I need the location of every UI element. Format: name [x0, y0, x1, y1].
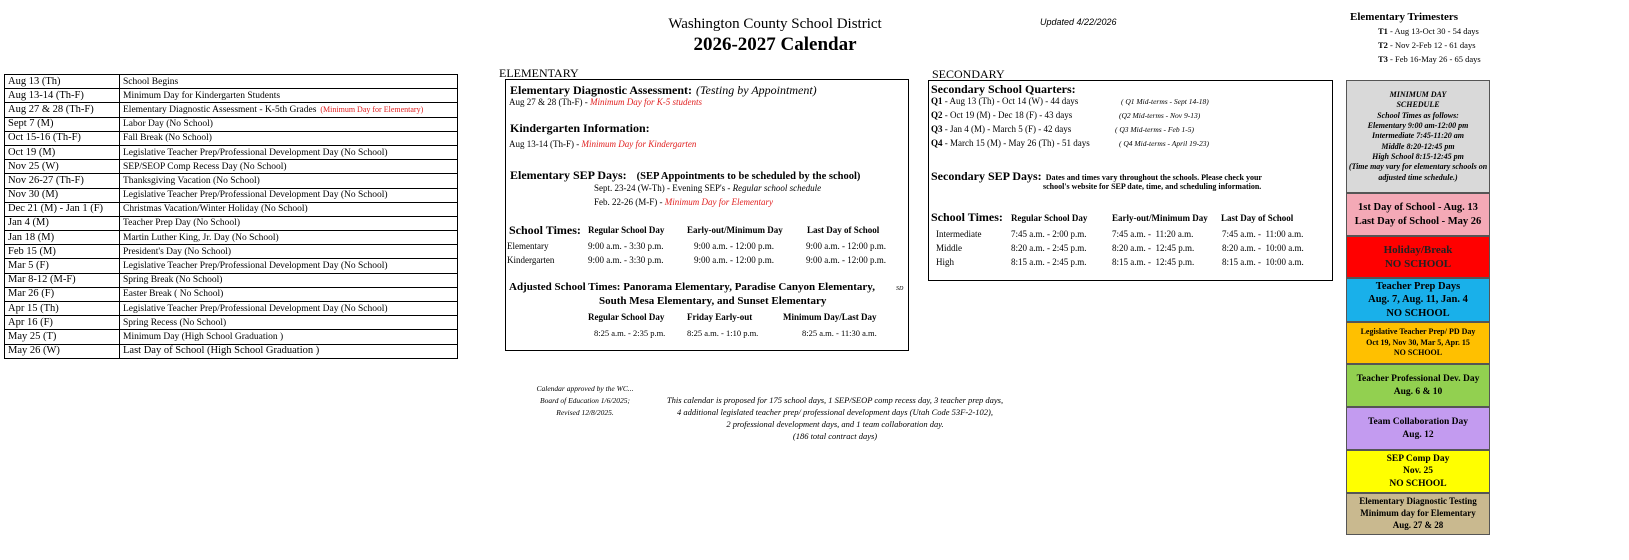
event-date: Jan 18 (M) — [5, 231, 120, 245]
text-line: 1st Day of School - Aug. 13 — [1358, 201, 1478, 213]
quarter-midterms: ( Q3 Mid-terms - Feb 1-5) — [1115, 125, 1194, 134]
sec-col-regular: Regular School Day — [1011, 213, 1088, 223]
trimester-item: T1 - Aug 13-Oct 30 - 54 days — [1378, 26, 1479, 36]
event-description: School Begins — [120, 75, 458, 89]
text-line: (186 total contract days) — [792, 431, 878, 441]
legend-teacher-prep — [1346, 278, 1490, 322]
legend-legislative — [1346, 322, 1490, 364]
text-line: Aug. 6 & 10 — [1393, 386, 1443, 397]
event-row — [5, 245, 458, 259]
text-line: This calendar is proposed for 175 school days, 1 SEP/SEOP comp recess day, 3 teacher prep days, — [666, 395, 1004, 405]
event-date: Nov 30 (M) — [5, 188, 120, 202]
diag-date: Aug 27 & 28 (Th-F) - — [509, 97, 588, 107]
text-line: Board of Education 1/6/2025; — [540, 396, 630, 405]
event-row — [5, 259, 458, 273]
elem-times-title: School Times: — [509, 223, 581, 237]
event-row — [5, 145, 458, 159]
event-date: May 26 (W) — [5, 344, 120, 358]
quarter-midterms: (Q2 Mid-terms - Nov 9-13) — [1119, 111, 1201, 120]
text-line: Minimum day for Elementary — [1360, 508, 1476, 519]
legend-holiday — [1346, 236, 1490, 278]
event-date: Aug 13 (Th) — [5, 75, 120, 89]
sec-row-val: 7:45 a.m. - 11:00 a.m. — [1222, 229, 1304, 239]
quarter-row: Q3 - Jan 4 (M) - March 5 (F) - 42 days — [931, 124, 1072, 134]
text-line: Revised 12/8/2025. — [556, 408, 614, 417]
text-line: Legislative Teacher Prep/ PD Day — [1360, 327, 1476, 337]
event-row — [5, 75, 458, 89]
kinder-row-val: 9:00 a.m. - 12:00 p.m. — [806, 255, 886, 265]
sec-row-val: 8:15 a.m. - 10:00 a.m. — [1222, 257, 1304, 267]
text-line: Middle 8:20-12:45 pm — [1381, 141, 1455, 151]
approval-note — [510, 383, 660, 419]
district-name: Washington County School District — [668, 16, 882, 32]
event-row — [5, 273, 458, 287]
legend-professional-dev — [1346, 364, 1490, 407]
text-line: Elementary 9:00 am-12:00 pm — [1367, 120, 1469, 130]
event-row — [5, 174, 458, 188]
text-line: Elementary Diagnostic Testing — [1359, 496, 1477, 507]
event-date: Mar 26 (F) — [5, 287, 120, 301]
event-row — [5, 231, 458, 245]
quarter-midterms: ( Q1 Mid-terms - Sept 14-18) — [1121, 97, 1209, 106]
event-row — [5, 103, 458, 117]
sec-sep-note1: Dates and times vary throughout the schools. Please check your — [1045, 173, 1262, 182]
text-line: NO SCHOOL — [1384, 258, 1452, 270]
event-row — [5, 188, 458, 202]
secondary-box — [928, 80, 1333, 281]
text-line: 2 professional development days, and 1 team collaboration day. — [726, 419, 944, 429]
adj-col-friday: Friday Early-out — [687, 312, 753, 322]
text-line: Aug. 12 — [1402, 429, 1434, 440]
elem-col-early: Early-out/Minimum Day — [687, 225, 783, 235]
text-line: (Time may vary for elementary schools on — [1348, 162, 1488, 172]
sec-row-val: 8:15 a.m. - 2:45 p.m. — [1011, 257, 1087, 267]
event-date: Aug 13-14 (Th-F) — [5, 89, 120, 103]
event-date: Feb 15 (M) — [5, 245, 120, 259]
legend-diagnostic — [1346, 493, 1490, 535]
event-date: Dec 21 (M) - Jan 1 (F) — [5, 202, 120, 216]
text-line: 4 additional legislated teacher prep/ professional development days (Utah Code 53F-2-102), — [677, 407, 993, 417]
event-date: Apr 16 (F) — [5, 316, 120, 330]
text-line: MINIMUM DAY — [1389, 89, 1447, 99]
elem-row-val: 9:00 a.m. - 12:00 p.m. — [806, 241, 886, 251]
adjusted-times-line1: Adjusted School Times: Panorama Elementary, Paradise Canyon Elementary, — [509, 281, 875, 293]
event-description: Easter Break ( No School) — [120, 287, 458, 301]
diag-note: Minimum Day for K-5 students — [590, 97, 702, 107]
sec-row-name: Middle — [936, 243, 962, 253]
text-line: Aug. 7, Aug. 11, Jan. 4 — [1368, 294, 1468, 306]
event-row — [5, 316, 458, 330]
sep-line1: Sept. 23-24 (W-Th) - Evening SEP's - — [594, 183, 731, 193]
legend-first-last-day — [1346, 193, 1490, 236]
adj-col-regular: Regular School Day — [588, 312, 665, 322]
diag-subtitle: (Testing by Appointment) — [695, 83, 817, 97]
event-description: Labor Day (No School) — [120, 117, 458, 131]
event-row — [5, 287, 458, 301]
event-date: Mar 8-12 (M-F) — [5, 273, 120, 287]
event-description: Teacher Prep Day (No School) — [120, 216, 458, 230]
text-line: NO SCHOOL — [1386, 307, 1450, 319]
event-description: Last Day of School (High School Graduation ) — [120, 344, 458, 358]
elem-row-name: Elementary — [507, 241, 549, 251]
sec-row-name: High — [936, 257, 954, 267]
trimester-item: T2 - Nov 2-Feb 12 - 61 days — [1378, 40, 1476, 50]
event-description: Thanksgiving Vacation (No School) — [120, 174, 458, 188]
text-line: Calendar approved by the WC... — [536, 384, 634, 393]
text-line: School Times as follows: — [1377, 110, 1459, 120]
elementary-heading: ELEMENTARY — [499, 66, 579, 80]
event-date: Apr 15 (Th) — [5, 302, 120, 316]
diag-title: Elementary Diagnostic Assessment: — [510, 83, 692, 97]
event-row — [5, 202, 458, 216]
adj-val: 8:25 a.m. - 11:30 a.m. — [802, 328, 877, 338]
event-description: Christmas Vacation/Winter Holiday (No School) — [120, 202, 458, 216]
side-mark: SD — [896, 286, 904, 292]
sec-col-last: Last Day of School — [1221, 213, 1294, 223]
event-description: Spring Break (No School) — [120, 273, 458, 287]
proposal-note — [640, 394, 1030, 442]
kinder-row-val: 9:00 a.m. - 12:00 p.m. — [694, 255, 774, 265]
text-line: High School 8:15-12:45 pm — [1372, 152, 1464, 162]
event-description: Martin Luther King, Jr. Day (No School) — [120, 231, 458, 245]
text-line: Team Collaboration Day — [1368, 417, 1468, 428]
secondary-heading: SECONDARY — [932, 67, 1005, 81]
event-description: Minimum Day for Kindergarten Students — [120, 89, 458, 103]
event-row — [5, 117, 458, 131]
sec-row-val: 8:20 a.m. - 12:45 p.m. — [1112, 243, 1195, 253]
text-line: Oct 19, Nov 30, Mar 5, Apr. 15 — [1366, 337, 1470, 347]
event-row — [5, 344, 458, 358]
text-line: Nov. 25 — [1402, 466, 1434, 477]
event-description: President's Day (No School) — [120, 245, 458, 259]
event-description: Legislative Teacher Prep/Professional Development Day (No School) — [120, 188, 458, 202]
event-row — [5, 89, 458, 103]
adj-col-minimum: Minimum Day/Last Day — [783, 312, 877, 322]
sec-row-val: 7:45 a.m. - 11:20 a.m. — [1112, 229, 1194, 239]
event-date: Aug 27 & 28 (Th-F) — [5, 103, 120, 117]
event-description: Legislative Teacher Prep/Professional Development Day (No School) — [120, 145, 458, 159]
event-date: May 25 (T) — [5, 330, 120, 344]
elem-col-regular: Regular School Day — [588, 225, 665, 235]
event-row — [5, 160, 458, 174]
sep-title: Elementary SEP Days: — [510, 168, 627, 182]
event-description: Fall Break (No School) — [120, 131, 458, 145]
sec-row-val: 7:45 a.m. - 2:00 p.m. — [1011, 229, 1087, 239]
event-description: Legislative Teacher Prep/Professional Development Day (No School) — [120, 302, 458, 316]
elem-row-val: 9:00 a.m. - 12:00 p.m. — [694, 241, 774, 251]
sec-col-early: Early-out/Minimum Day — [1112, 213, 1208, 223]
text-line: Teacher Professional Dev. Day — [1356, 374, 1480, 385]
event-description: Spring Recess (No School) — [120, 316, 458, 330]
event-description: Elementary Diagnostic Assessment - K-5th Grades (Minimum Day for Elementary) — [120, 103, 458, 117]
event-description: Legislative Teacher Prep/Professional Development Day (No School) — [120, 259, 458, 273]
adj-val: 8:25 a.m. - 2:35 p.m. — [594, 328, 666, 338]
sep-subtitle: (SEP Appointments to be scheduled by the school) — [636, 171, 861, 182]
text-line: NO SCHOOL — [1393, 348, 1443, 358]
event-description: Minimum Day (High School Graduation ) — [120, 330, 458, 344]
sec-row-val: 8:15 a.m. - 12:45 p.m. — [1112, 257, 1195, 267]
legend-sep-comp — [1346, 450, 1490, 493]
adj-val: 8:25 a.m. - 1:10 p.m. — [687, 328, 759, 338]
legend-team-collab — [1346, 407, 1490, 450]
elementary-box — [505, 79, 909, 351]
text-line: Aug. 27 & 28 — [1392, 519, 1444, 530]
event-description: SEP/SEOP Comp Recess Day (No School) — [120, 160, 458, 174]
updated-date: Updated 4/22/2026 — [1040, 17, 1117, 27]
text-line: Last Day of School - May 26 — [1354, 215, 1482, 227]
sec-sep-note2: school's website for SEP date, time, and scheduling information. — [1043, 182, 1262, 191]
event-date: Sept 7 (M) — [5, 117, 120, 131]
event-row — [5, 131, 458, 145]
quarter-midterms: ( Q4 Mid-terms - April 19-23) — [1119, 139, 1210, 148]
sec-row-val: 8:20 a.m. - 10:00 a.m. — [1222, 243, 1304, 253]
sep-line2-note: Minimum Day for Elementary — [664, 197, 773, 207]
kinder-title: Kindergarten Information: — [510, 121, 650, 135]
kinder-note: Minimum Day for Kindergarten — [581, 139, 697, 149]
text-line: adjusted time schedule.) — [1378, 172, 1458, 182]
trimesters-heading: Elementary Trimesters — [1350, 11, 1459, 23]
trimester-item: T3 - Feb 16-May 26 - 65 days — [1378, 54, 1481, 64]
event-row — [5, 216, 458, 230]
sec-row-name: Intermediate — [936, 229, 982, 239]
event-note: (Minimum Day for Elementary) — [320, 104, 424, 114]
sec-times-title: School Times: — [931, 210, 1003, 224]
legend-minimum-day — [1346, 80, 1490, 193]
quarters-title: Secondary School Quarters: — [931, 82, 1076, 96]
text-line: SCHEDULE — [1396, 100, 1440, 110]
kinder-row-name: Kindergarten — [507, 255, 555, 265]
event-date: Nov 26-27 (Th-F) — [5, 174, 120, 188]
event-row — [5, 330, 458, 344]
event-date: Jan 4 (M) — [5, 216, 120, 230]
elem-col-last: Last Day of School — [807, 225, 880, 235]
text-line: NO SCHOOL — [1389, 478, 1447, 489]
elem-row-val: 9:00 a.m. - 3:30 p.m. — [588, 241, 664, 251]
quarter-row: Q1 - Aug 13 (Th) - Oct 14 (W) - 44 days — [931, 96, 1079, 106]
sec-row-val: 8:20 a.m. - 2:45 p.m. — [1011, 243, 1087, 253]
event-date: Nov 25 (W) — [5, 160, 120, 174]
event-row — [5, 302, 458, 316]
calendar-title: 2026-2027 Calendar — [693, 34, 857, 55]
adjusted-times-line2: South Mesa Elementary, and Sunset Elementary — [599, 295, 827, 307]
event-date: Oct 19 (M) — [5, 145, 120, 159]
sep-line1-note: Regular school schedule — [732, 183, 822, 193]
events-table — [4, 74, 458, 359]
text-line: Intermediate 7:45-11:20 am — [1372, 131, 1464, 141]
event-date: Oct 15-16 (Th-F) — [5, 131, 120, 145]
quarter-row: Q2 - Oct 19 (M) - Dec 18 (F) - 43 days — [931, 110, 1073, 120]
sec-sep-title: Secondary SEP Days: — [931, 169, 1042, 183]
event-date: Mar 5 (F) — [5, 259, 120, 273]
sep-line2: Feb. 22-26 (M-F) - — [594, 197, 663, 207]
kinder-date: Aug 13-14 (Th-F) - — [509, 139, 580, 149]
text-line: SEP Comp Day — [1386, 453, 1450, 464]
quarter-row: Q4 - March 15 (M) - May 26 (Th) - 51 days — [931, 138, 1090, 148]
text-line: Holiday/Break — [1383, 243, 1453, 256]
text-line: Teacher Prep Days — [1375, 280, 1461, 292]
kinder-row-val: 9:00 a.m. - 3:30 p.m. — [588, 255, 664, 265]
